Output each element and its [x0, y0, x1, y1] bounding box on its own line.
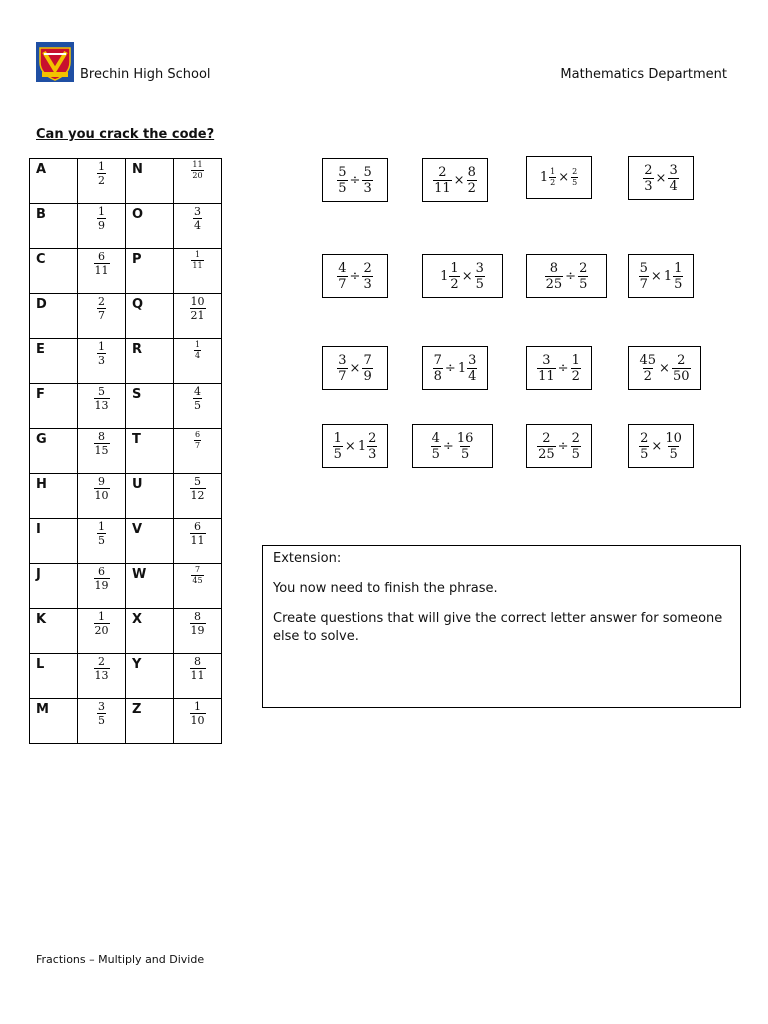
extension-line-2: Create questions that will give the correct letter answer for someone else to solve.: [273, 611, 723, 644]
numerator: 2: [368, 430, 377, 446]
denominator: 4: [468, 368, 477, 384]
code-value: [78, 474, 126, 519]
code-value: [78, 609, 126, 654]
numerator: 2: [571, 430, 580, 446]
code-value: [174, 564, 222, 609]
denominator: 3: [363, 276, 372, 292]
fraction: [194, 431, 201, 450]
numerator: 6: [98, 565, 105, 578]
numerator: 10: [665, 430, 682, 446]
fraction: [433, 166, 452, 195]
denominator: 5: [98, 534, 105, 547]
fraction: [337, 262, 347, 291]
fraction: [668, 164, 678, 193]
numerator: 1: [571, 352, 580, 368]
code-letter: F: [30, 384, 78, 429]
numerator: 5: [98, 385, 105, 398]
code-row: [30, 339, 222, 384]
code-value: [78, 429, 126, 474]
department-name: Mathematics Department: [560, 67, 727, 82]
numerator: 3: [338, 352, 347, 368]
code-letter: G: [30, 429, 78, 474]
numerator: 1: [98, 160, 105, 173]
code-letter: K: [30, 609, 78, 654]
question-box: [628, 346, 701, 390]
code-row: [30, 429, 222, 474]
denominator: 19: [94, 579, 109, 592]
code-letter: R: [126, 339, 174, 384]
question-box: [526, 424, 592, 468]
divide-sign: ÷: [349, 172, 361, 188]
fraction: [190, 656, 206, 681]
multiply-sign: ×: [461, 268, 473, 284]
numerator: 2: [542, 430, 551, 446]
fraction: [193, 206, 202, 231]
denominator: 7: [338, 368, 347, 384]
code-letter: Y: [126, 654, 174, 699]
numerator: 7: [363, 352, 372, 368]
numerator: 2: [572, 167, 578, 176]
fraction: [475, 262, 485, 291]
fraction: [94, 611, 110, 636]
denominator: 21: [190, 309, 205, 322]
code-letter: I: [30, 519, 78, 564]
numerator: 8: [194, 610, 201, 623]
numerator: 1: [98, 205, 105, 218]
denominator: 12: [190, 489, 205, 502]
whole-number: 1: [440, 268, 449, 284]
multiply-sign: ×: [651, 438, 663, 454]
code-value: [78, 159, 126, 204]
code-row: [30, 474, 222, 519]
denominator: 11: [434, 180, 451, 196]
numerator: 2: [438, 164, 447, 180]
multiply-sign: ×: [650, 268, 662, 284]
numerator: 5: [639, 260, 648, 276]
denominator: 5: [460, 446, 470, 462]
numerator: 2: [98, 655, 105, 668]
denominator: 5: [98, 714, 105, 727]
fraction: [639, 432, 649, 461]
numerator: 2: [363, 260, 372, 276]
fraction: [545, 262, 564, 291]
denominator: 11: [94, 264, 109, 277]
question-box: [526, 346, 592, 390]
denominator: 13: [94, 669, 109, 682]
denominator: 3: [363, 180, 372, 196]
divide-sign: ÷: [565, 268, 577, 284]
code-letter: E: [30, 339, 78, 384]
numerator: 4: [194, 385, 201, 398]
school-name: Brechin High School: [80, 67, 211, 82]
denominator: 50: [672, 368, 690, 384]
fraction: [449, 262, 459, 291]
denominator: 20: [192, 171, 203, 180]
code-value: [78, 519, 126, 564]
denominator: 25: [538, 446, 555, 462]
numerator: 2: [644, 162, 653, 178]
fraction: [571, 168, 578, 187]
denominator: 3: [644, 178, 653, 194]
fraction: [190, 521, 206, 546]
code-row: [30, 294, 222, 339]
denominator: 5: [674, 276, 683, 292]
question-box: [322, 254, 388, 298]
code-letter: B: [30, 204, 78, 249]
numerator: 1: [98, 520, 105, 533]
denominator: 5: [571, 446, 580, 462]
denominator: 11: [190, 534, 205, 547]
code-value: [174, 204, 222, 249]
footer-text: Fractions – Multiply and Divide: [36, 953, 205, 966]
extension-heading: Extension:: [273, 551, 342, 566]
code-row: [30, 249, 222, 294]
numerator: 5: [363, 164, 372, 180]
numerator: 2: [677, 352, 686, 368]
code-value: [78, 384, 126, 429]
code-value: [174, 699, 222, 744]
numerator: 6: [194, 520, 201, 533]
numerator: 6: [98, 250, 105, 263]
divide-sign: ÷: [349, 268, 361, 284]
fraction: [190, 701, 206, 726]
divide-sign: ÷: [557, 360, 569, 376]
fraction: [94, 656, 110, 681]
fraction: [333, 432, 343, 461]
denominator: 5: [579, 276, 588, 292]
code-value: [78, 249, 126, 294]
numerator: 11: [192, 160, 203, 169]
fraction: [94, 431, 110, 456]
numerator: 10: [190, 295, 205, 308]
fraction: [94, 476, 110, 501]
code-letter: Z: [126, 699, 174, 744]
whole-number: 1: [663, 268, 673, 284]
fraction: [362, 166, 372, 195]
code-letter: P: [126, 249, 174, 294]
denominator: 5: [338, 180, 347, 196]
code-value: [78, 204, 126, 249]
numerator: 2: [98, 295, 105, 308]
numerator: 8: [549, 260, 559, 276]
code-letter: D: [30, 294, 78, 339]
denominator: 7: [194, 441, 201, 450]
denominator: 9: [363, 368, 372, 384]
numerator: 5: [338, 164, 347, 180]
denominator: 5: [572, 178, 578, 187]
extension-box: [262, 545, 741, 708]
denominator: 5: [669, 446, 678, 462]
fraction: [94, 566, 110, 591]
school-crest-logo: [36, 42, 74, 82]
divide-sign: ÷: [557, 438, 569, 454]
fraction: [362, 354, 372, 383]
fraction: [94, 251, 110, 276]
denominator: 2: [550, 178, 556, 187]
code-value: [174, 294, 222, 339]
fraction: [337, 354, 347, 383]
code-value: [174, 654, 222, 699]
fraction: [97, 206, 106, 231]
code-letter: J: [30, 564, 78, 609]
denominator: 8: [433, 368, 442, 384]
numerator: 7: [194, 565, 201, 574]
code-letter: S: [126, 384, 174, 429]
divide-sign: ÷: [444, 360, 456, 376]
code-row: [30, 384, 222, 429]
denominator: 11: [538, 368, 555, 384]
numerator: 1: [550, 167, 556, 176]
code-letter: U: [126, 474, 174, 519]
denominator: 2: [643, 368, 652, 384]
question-box: [422, 346, 488, 390]
question-box: [422, 254, 503, 298]
whole-number: 1: [539, 170, 549, 185]
code-value: [78, 699, 126, 744]
fraction: [97, 521, 106, 546]
numerator: 3: [542, 352, 551, 368]
fraction: [571, 354, 581, 383]
code-row: [30, 519, 222, 564]
denominator: 4: [194, 219, 201, 232]
fraction: [578, 262, 588, 291]
denominator: 2: [450, 276, 459, 292]
numerator: 1: [194, 700, 201, 713]
numerator: 3: [98, 700, 105, 713]
code-table: [29, 158, 222, 744]
denominator: 3: [98, 354, 105, 367]
numerator: 1: [333, 430, 342, 446]
fraction: [467, 166, 477, 195]
multiply-sign: ×: [453, 172, 465, 188]
code-letter: W: [126, 564, 174, 609]
code-letter: L: [30, 654, 78, 699]
numerator: 8: [467, 164, 476, 180]
numerator: 1: [194, 340, 201, 349]
code-letter: O: [126, 204, 174, 249]
multiply-sign: ×: [349, 360, 361, 376]
question-box: [412, 424, 493, 468]
denominator: 5: [640, 446, 649, 462]
numerator: 8: [194, 655, 201, 668]
code-row: [30, 564, 222, 609]
question-box: [422, 158, 488, 202]
denominator: 2: [571, 368, 580, 384]
code-value: [174, 429, 222, 474]
code-value: [174, 609, 222, 654]
code-value: [78, 339, 126, 384]
denominator: 7: [98, 309, 105, 322]
fraction: [537, 432, 556, 461]
fraction: [94, 386, 110, 411]
code-letter: Q: [126, 294, 174, 339]
denominator: 5: [431, 446, 440, 462]
code-value: [78, 294, 126, 339]
multiply-sign: ×: [558, 170, 570, 185]
question-box: [322, 424, 388, 468]
fraction: [431, 432, 441, 461]
numerator: 2: [640, 430, 649, 446]
fraction: [639, 354, 658, 383]
numerator: 3: [475, 260, 484, 276]
code-value: [174, 249, 222, 294]
numerator: 8: [98, 430, 105, 443]
denominator: 19: [190, 624, 205, 637]
fraction: [190, 296, 206, 321]
fraction: [191, 161, 203, 180]
fraction: [673, 262, 683, 291]
denominator: 13: [94, 399, 109, 412]
code-row: [30, 159, 222, 204]
fraction: [194, 341, 201, 360]
numerator: 16: [456, 430, 474, 446]
code-value: [174, 519, 222, 564]
fraction: [664, 432, 683, 461]
fraction: [97, 161, 106, 186]
code-letter: H: [30, 474, 78, 519]
code-letter: M: [30, 699, 78, 744]
code-letter: V: [126, 519, 174, 564]
denominator: 11: [192, 261, 203, 270]
code-letter: N: [126, 159, 174, 204]
whole-number: 1: [457, 360, 467, 376]
question-box: [628, 254, 694, 298]
denominator: 10: [94, 489, 109, 502]
code-letter: A: [30, 159, 78, 204]
numerator: 2: [579, 260, 588, 276]
denominator: 5: [475, 276, 484, 292]
question-box: [322, 346, 388, 390]
question-box: [628, 424, 694, 468]
fraction: [639, 262, 649, 291]
multiply-sign: ×: [655, 170, 667, 186]
numerator: 1: [674, 260, 683, 276]
code-letter: X: [126, 609, 174, 654]
code-value: [174, 159, 222, 204]
whole-number: 1: [357, 438, 367, 454]
denominator: 2: [98, 174, 105, 187]
denominator: 20: [94, 624, 109, 637]
denominator: 45: [192, 576, 203, 585]
denominator: 9: [98, 219, 105, 232]
fraction: [191, 251, 203, 270]
worksheet-title: Can you crack the code?: [36, 127, 215, 142]
numerator: 45: [639, 352, 657, 368]
code-row: [30, 699, 222, 744]
fraction: [362, 262, 372, 291]
multiply-sign: ×: [659, 360, 670, 376]
divide-sign: ÷: [442, 438, 454, 454]
fraction: [97, 296, 106, 321]
fraction: [467, 354, 477, 383]
fraction: [97, 341, 106, 366]
question-box: [526, 254, 607, 298]
numerator: 1: [98, 340, 105, 353]
numerator: 6: [194, 430, 201, 439]
denominator: 25: [545, 276, 563, 292]
fraction: [537, 354, 556, 383]
numerator: 4: [338, 260, 347, 276]
denominator: 5: [194, 399, 201, 412]
fraction: [193, 386, 202, 411]
denominator: 10: [190, 714, 205, 727]
code-value: [174, 384, 222, 429]
denominator: 7: [338, 276, 347, 292]
denominator: 4: [669, 178, 678, 194]
denominator: 4: [194, 351, 201, 360]
fraction: [672, 354, 691, 383]
code-value: [174, 339, 222, 384]
multiply-sign: ×: [344, 438, 356, 454]
numerator: 3: [468, 352, 477, 368]
numerator: 3: [194, 205, 201, 218]
code-row: [30, 654, 222, 699]
fraction: [97, 701, 106, 726]
fraction: [337, 166, 347, 195]
code-value: [78, 564, 126, 609]
code-row: [30, 609, 222, 654]
code-value: [78, 654, 126, 699]
denominator: 3: [368, 446, 377, 462]
numerator: 1: [450, 260, 459, 276]
denominator: 2: [467, 180, 476, 196]
question-box: [628, 156, 694, 200]
numerator: 9: [98, 475, 105, 488]
code-value: [174, 474, 222, 519]
numerator: 1: [98, 610, 105, 623]
denominator: 15: [94, 444, 109, 457]
numerator: 1: [194, 250, 201, 259]
fraction: [190, 476, 206, 501]
fraction: [433, 354, 443, 383]
extension-line-1: You now need to finish the phrase.: [273, 581, 498, 596]
fraction: [549, 168, 556, 187]
question-box: [526, 156, 592, 199]
fraction: [571, 432, 581, 461]
fraction: [191, 566, 203, 585]
code-row: [30, 204, 222, 249]
question-box: [322, 158, 388, 202]
fraction: [643, 164, 653, 193]
code-letter: T: [126, 429, 174, 474]
fraction: [456, 432, 475, 461]
code-letter: C: [30, 249, 78, 294]
denominator: 5: [333, 446, 342, 462]
denominator: 11: [190, 669, 205, 682]
denominator: 7: [639, 276, 648, 292]
numerator: 5: [194, 475, 201, 488]
numerator: 7: [433, 352, 442, 368]
fraction: [367, 432, 377, 461]
numerator: 4: [431, 430, 440, 446]
fraction: [190, 611, 206, 636]
numerator: 3: [669, 162, 678, 178]
